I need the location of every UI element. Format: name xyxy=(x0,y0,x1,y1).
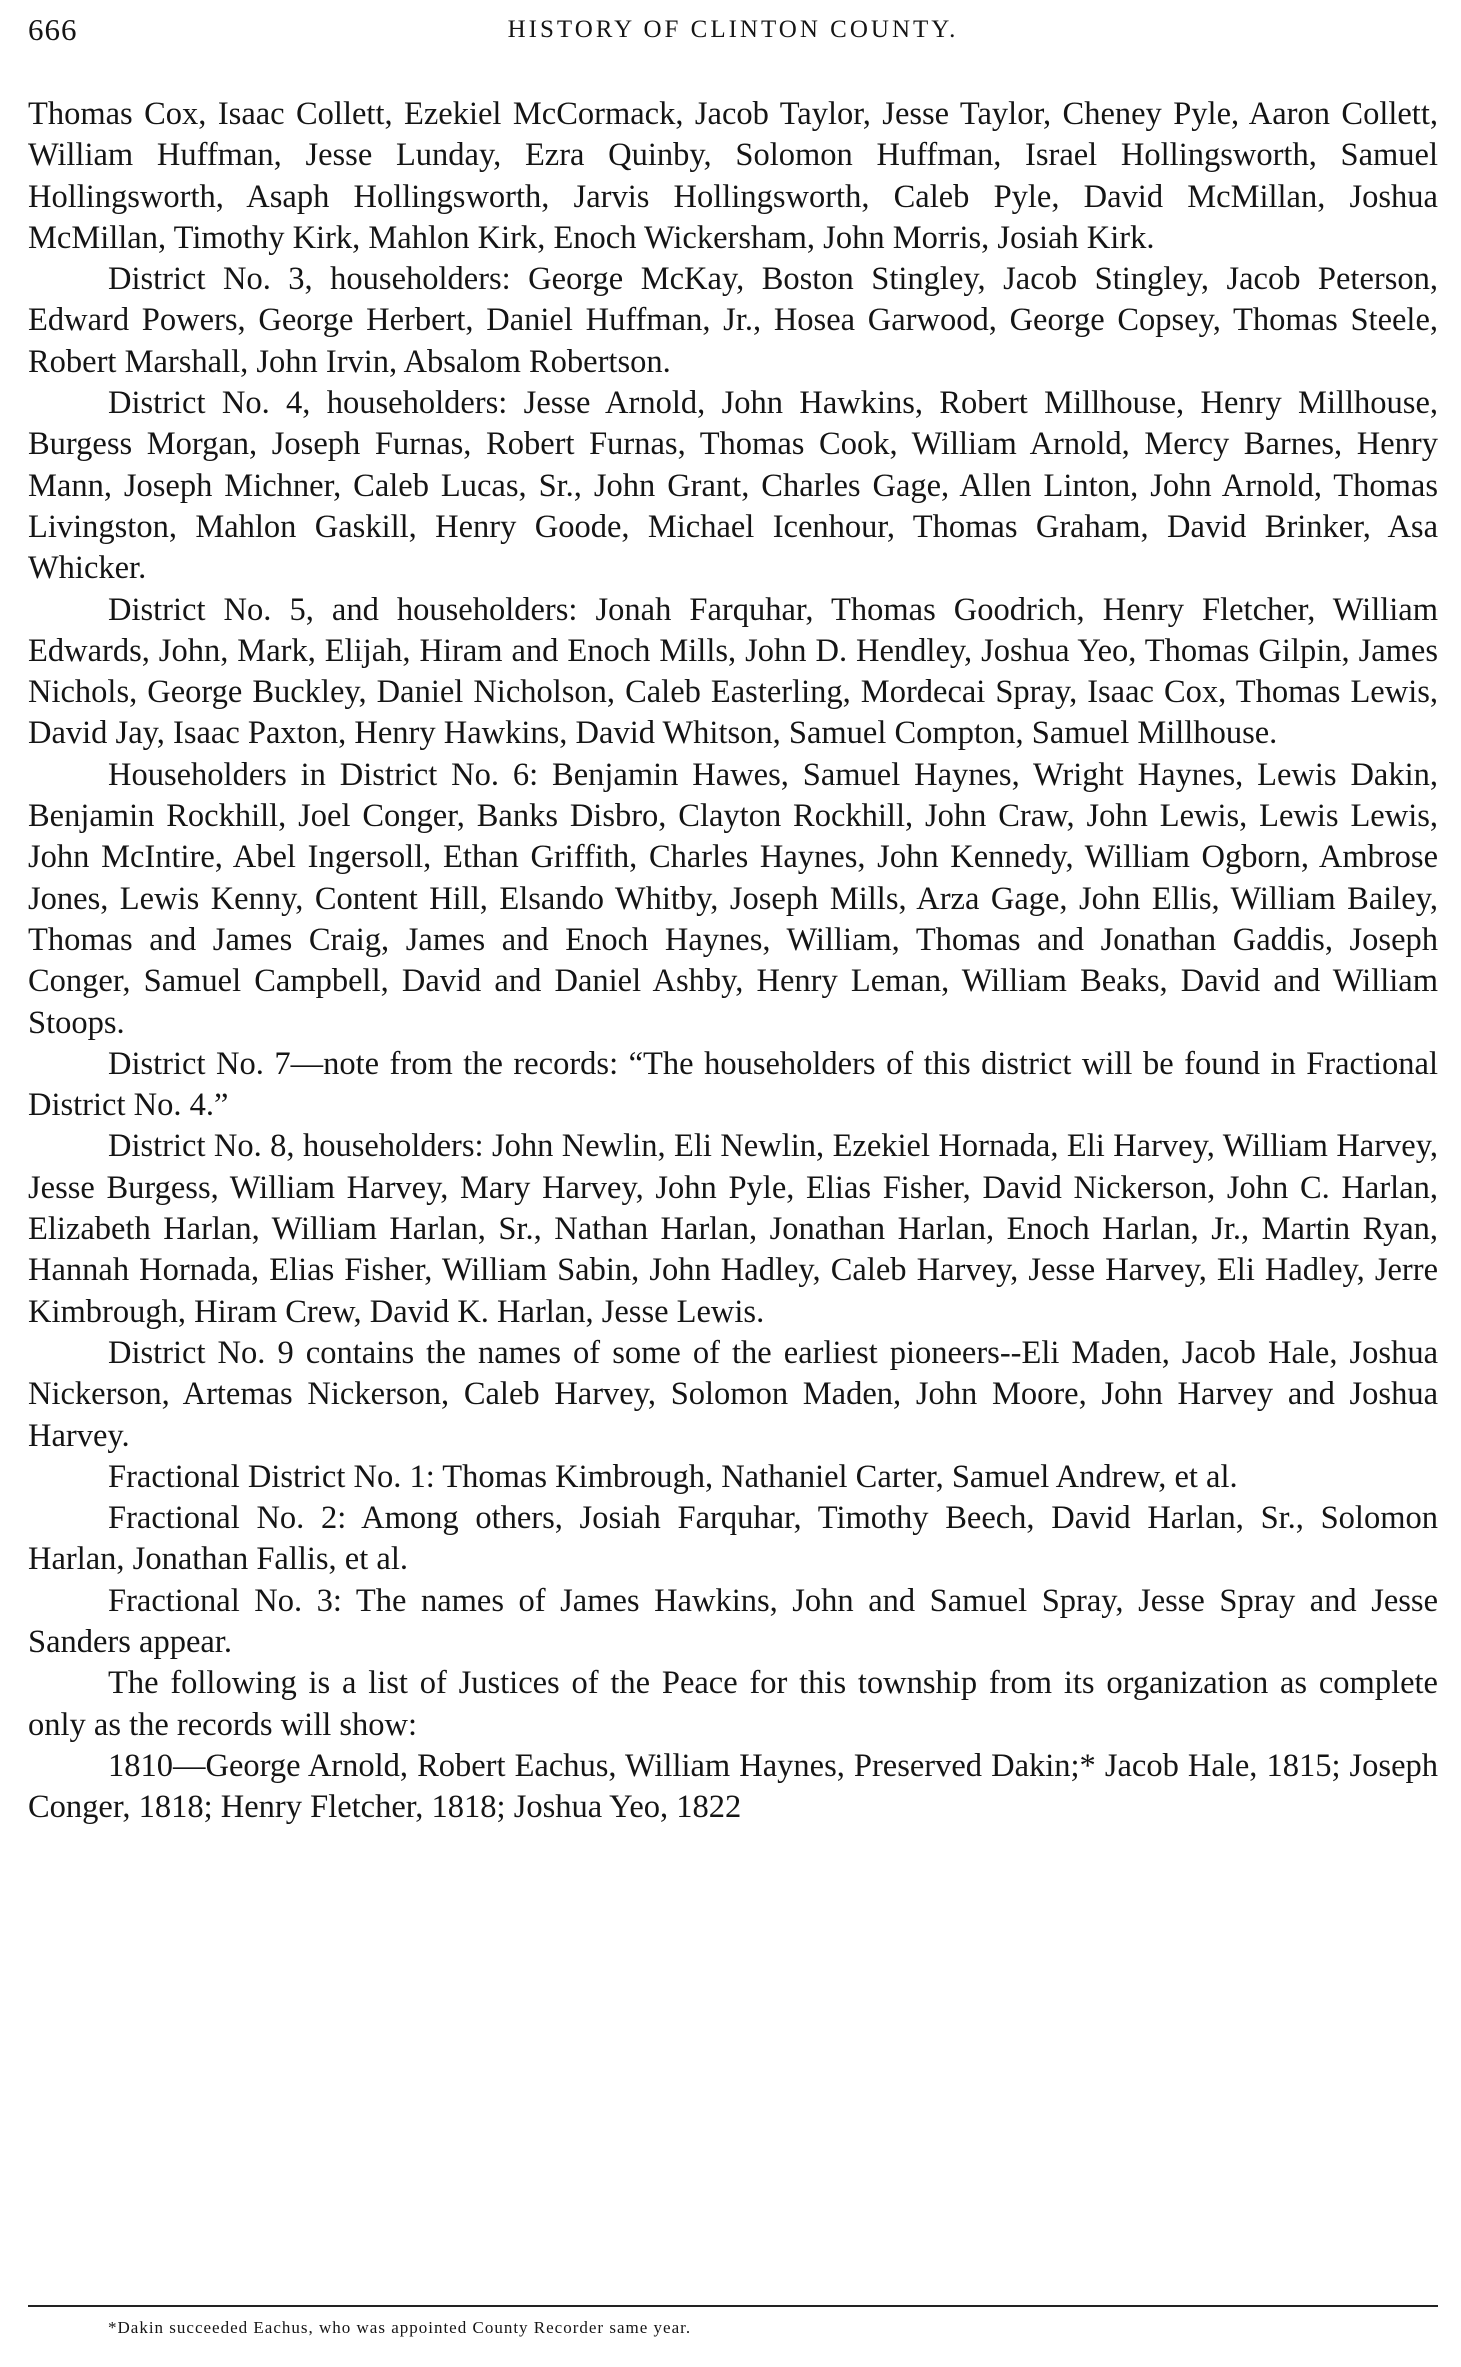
paragraph-fractional-3: Fractional No. 3: The names of James Hawkins, John and Samuel Spray, Jesse Spray and Jesse Sanders appear. xyxy=(28,1582,1438,1660)
document-page xyxy=(28,0,1438,2367)
paragraph-district-9: District No. 9 contains the names of some of the earliest pioneers--Eli Maden, Jacob Hale, Joshua Nickerson, Artemas Nickerson, Caleb Harvey, Solomon Maden, John Moore, John Harvey and Joshua Harvey. xyxy=(28,1334,1438,1454)
page-number: 666 xyxy=(28,12,78,47)
running-head: HISTORY OF CLINTON COUNTY. xyxy=(507,16,959,43)
paragraph-district-5: District No. 5, and householders: Jonah Farquhar, Thomas Goodrich, Henry Fletcher, William Edwards, John, Mark, Elijah, Hiram and Enoch Mills, John D. Hendley, Joshua Yeo, Thomas Gilpin, James Nichols, George Buckley, Daniel Nicholson, Caleb Easterling, Mordecai Spray, Isaac Cox, Thomas Lewis, David Jay, Isaac Paxton, Henry Hawkins, David Whitson, Samuel Compton, Samuel Millhouse. xyxy=(28,591,1438,752)
paragraph-district-6: Householders in District No. 6: Benjamin Hawes, Samuel Haynes, Wright Haynes, Lewis Dakin, Benjamin Rockhill, Joel Conger, Banks Disbro, Clayton Rockhill, John Craw, John Lewis, Lewis Lewis, John McIntire, Abel Ingersoll, Ethan Griffith, Charles Haynes, John Kennedy, William Ogborn, Ambrose Jones, Lewis Kenny, Content Hill, Elsando Whitby, Joseph Mills, Arza Gage, John Ellis, William Bailey, Thomas and James Craig, James and Enoch Haynes, William, Thomas and Jonathan Gaddis, Joseph Conger, Samuel Campbell, David and Daniel Ashby, Henry Leman, William Beaks, David and William Stoops. xyxy=(28,756,1438,1041)
footnote: *Dakin succeeded Eachus, who was appointed County Recorder same year. xyxy=(108,2318,692,2337)
body-text xyxy=(28,94,1438,1828)
paragraph-fractional-1: Fractional District No. 1: Thomas Kimbrough, Nathaniel Carter, Samuel Andrew, et al. xyxy=(108,1458,1238,1495)
page-header xyxy=(28,0,1438,60)
footnote-divider xyxy=(28,2305,1438,2307)
paragraph-fractional-2: Fractional No. 2: Among others, Josiah Farquhar, Timothy Beech, David Harlan, Sr., Solomon Harlan, Jonathan Fallis, et al. xyxy=(28,1500,1438,1578)
paragraph-justices-intro: The following is a list of Justices of the Peace for this township from its organization as complete only as the records will show: xyxy=(28,1665,1438,1743)
paragraph-district-8: District No. 8, householders: John Newlin, Eli Newlin, Ezekiel Hornada, Eli Harvey, William Harvey, Jesse Burgess, William Harvey, Mary Harvey, John Pyle, Elias Fisher, David Nickerson, John C. Harlan, Elizabeth Harlan, William Harlan, Sr., Nathan Harlan, Jonathan Harlan, Enoch Harlan, Jr., Martin Ryan, Hannah Hornada, Elias Fisher, William Sabin, John Hadley, Caleb Harvey, Jesse Harvey, Eli Hadley, Jerre Kimbrough, Hiram Crew, David K. Harlan, Jesse Lewis. xyxy=(28,1128,1438,1330)
paragraph-district-3: District No. 3, householders: George McKay, Boston Stingley, Jacob Stingley, Jacob Peterson, Edward Powers, George Herbert, Daniel Huffman, Jr., Hosea Garwood, George Copsey, Thomas Steele, Robert Marshall, John Irvin, Absalom Robertson. xyxy=(28,261,1438,380)
paragraph-district-2-continued: Thomas Cox, Isaac Collett, Ezekiel McCormack, Jacob Taylor, Jesse Taylor, Cheney Pyle, Aaron Collett, William Huffman, Jesse Lunday, Ezra Quinby, Solomon Huffman, Israel Hollingsworth, Samuel Hollingsworth, Asaph Hollingsworth, Jarvis Hollingsworth, Caleb Pyle, David McMillan, Joshua McMillan, Timothy Kirk, Mahlon Kirk, Enoch Wickersham, John Morris, Josiah Kirk. xyxy=(28,96,1438,256)
paragraph-district-7: District No. 7—note from the records: “The householders of this district will be found in Fractional District No. 4.” xyxy=(28,1045,1438,1124)
paragraph-justices-1810: 1810—George Arnold, Robert Eachus, William Haynes, Preserved Dakin;* Jacob Hale, 1815; Joseph Conger, 1818; Henry Fletcher, 1818; Joshua Yeo, 1822 xyxy=(28,1747,1438,1826)
paragraph-district-4: District No. 4, householders: Jesse Arnold, John Hawkins, Robert Millhouse, Henry Millhouse, Burgess Morgan, Joseph Furnas, Robert Furnas, Thomas Cook, William Arnold, Mercy Barnes, Henry Mann, Joseph Michner, Caleb Lucas, Sr., John Grant, Charles Gage, Allen Linton, John Arnold, Thomas Livingston, Mahlon Gaskill, Henry Goode, Michael Icenhour, Thomas Graham, David Brinker, Asa Whicker. xyxy=(28,385,1438,587)
